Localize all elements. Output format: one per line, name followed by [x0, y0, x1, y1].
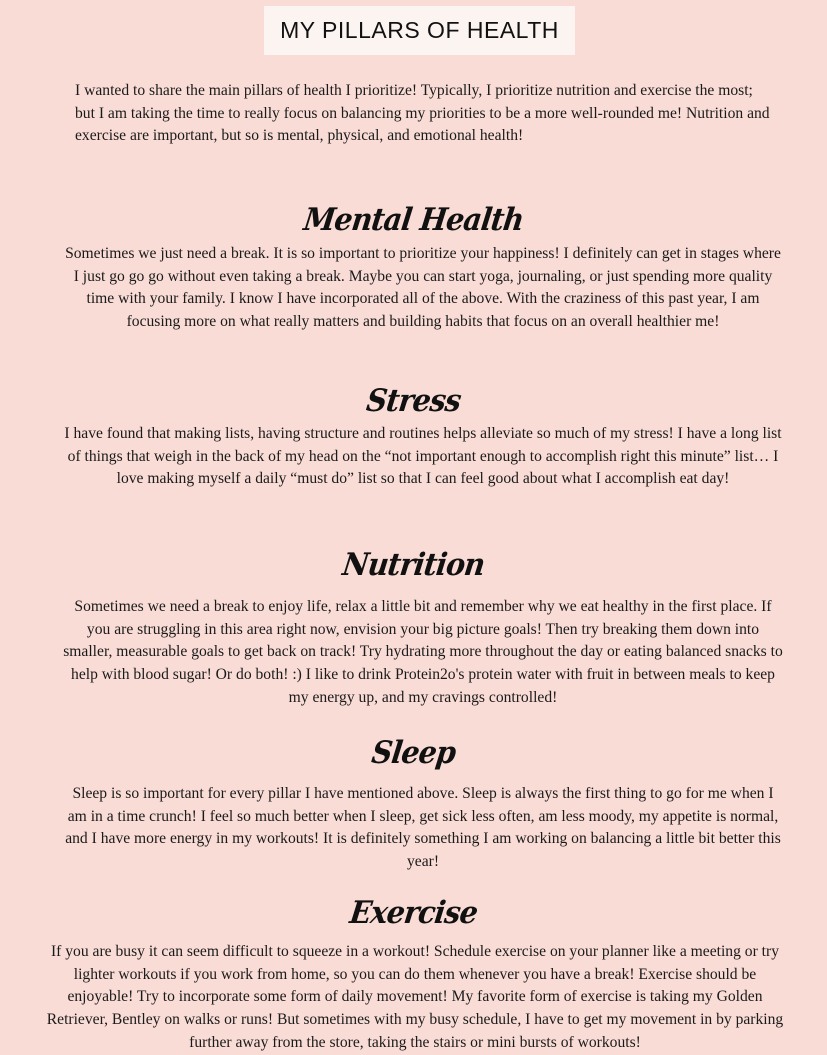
- section-body-exercise: If you are busy it can seem difficult to squeeze in a workout! Schedule exercise on your planner like a meeting or try lighter workouts if you work from home, so you can do them whenever you have a break! Exercise should be enjoyable! Try to incorporate some form of daily movement! My favorite form of exercise is taking my Golden Retriever, Bentley on walks or runs! But sometimes with my busy schedule, I have to get my movement in by parking further away from the store, taking the stairs or mini bursts of workouts!: [46, 943, 784, 1051]
- page-title: MY PILLARS OF HEALTH: [280, 17, 559, 43]
- title-box: [264, 6, 575, 55]
- section-heading-mental-health: Mental Health: [301, 202, 526, 238]
- section-heading-exercise: Exercise: [347, 895, 480, 931]
- section-heading-stress: Stress: [364, 383, 463, 419]
- intro-paragraph: I wanted to share the main pillars of health I prioritize! Typically, I prioritize nutrition and exercise the most; but I am taking the time to really focus on balancing my priorities to be a more well-rounded me! Nutrition and exercise are important, but so is mental, physical, and emotional health!: [75, 82, 770, 145]
- section-body-nutrition: Sometimes we need a break to enjoy life, relax a little bit and remember why we eat healthy in the first place. If you are struggling in this area right now, envision your big picture goals! Then try breaking them down into smaller, measurable goals to get back on track! Try hydrating more throughout the day or eating balanced snacks to help with blood sugar! Or do both! :) I like to drink Protein2o's protein water with fruit in between meals to keep my energy up, and my cravings controlled!: [63, 598, 783, 706]
- section-heading-sleep: Sleep: [369, 735, 458, 771]
- section-body-stress: I have found that making lists, having structure and routines helps alleviate so much of my stress! I have a long list of things that weigh in the back of my head on the “not important enough to accomplish right this minute” list… I love making myself a daily “must do” list so that I can feel good about what I accomplish eat day!: [64, 425, 782, 488]
- section-heading-nutrition: Nutrition: [340, 547, 487, 583]
- section-body-mental-health: Sometimes we just need a break. It is so important to prioritize your happiness! I definitely can get in stages where I just go go go without even taking a break. Maybe you can start yoga, journaling, or just spending more quality time with your family. I know I have incorporated all of the above. With the craziness of this past year, I am focusing more on what really matters and building habits that focus on an overall healthier me!: [65, 245, 781, 331]
- section-body-sleep: Sleep is so important for every pillar I have mentioned above. Sleep is always the first thing to go for me when I am in a time crunch! I feel so much better when I sleep, get sick less often, am less moody, my appetite is normal, and I have more energy in my workouts! It is definitely something I am working on balancing a little bit better this year!: [65, 785, 781, 871]
